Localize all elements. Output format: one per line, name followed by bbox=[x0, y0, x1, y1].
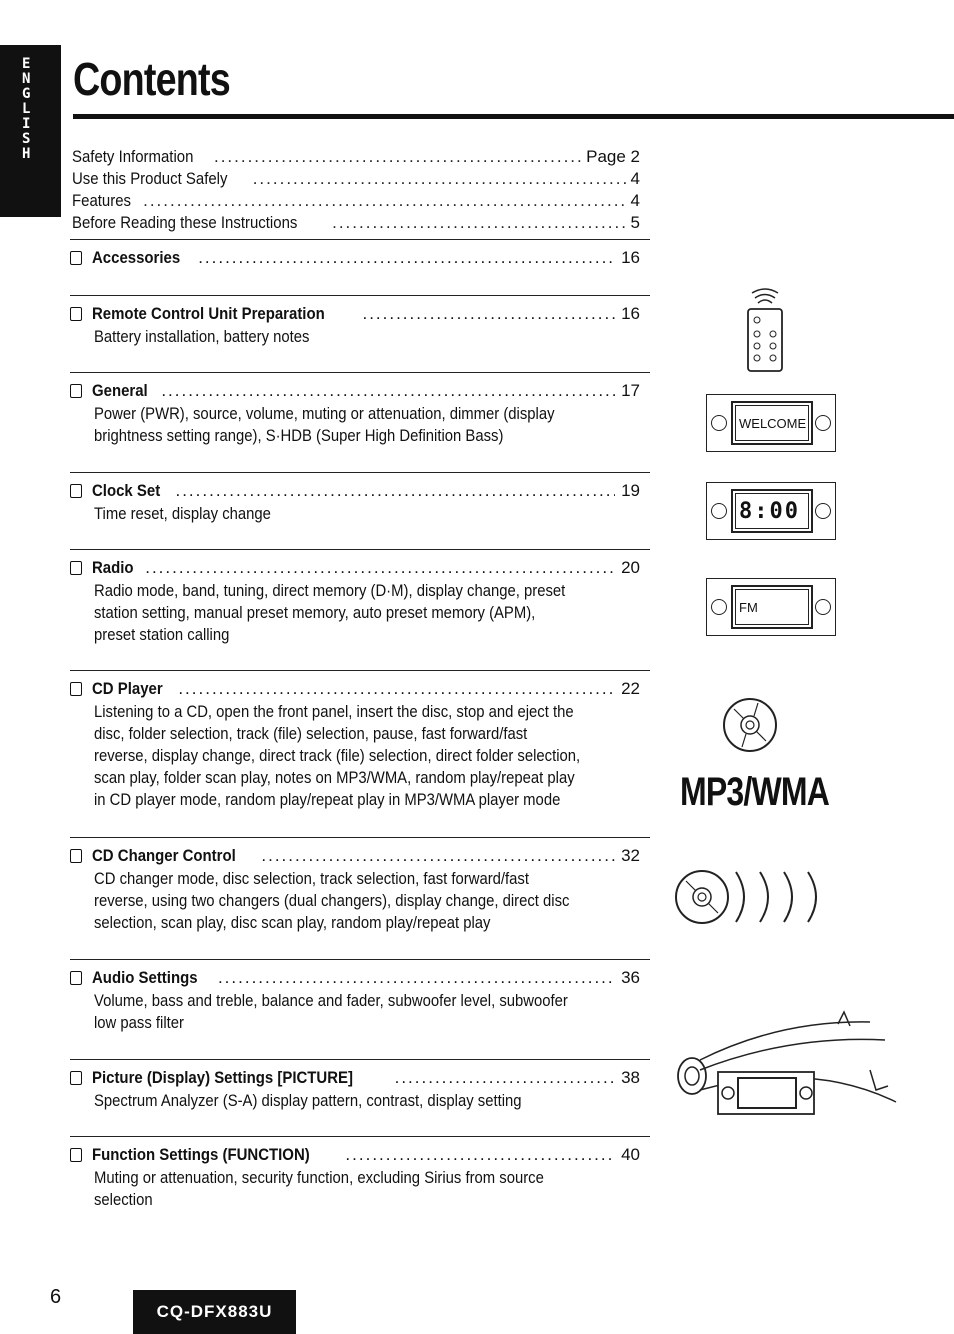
section-title: Picture (Display) Settings [PICTURE] bbox=[92, 1068, 354, 1087]
section-rule bbox=[70, 472, 650, 473]
language-letter: I bbox=[22, 116, 31, 132]
toc-page: 4 bbox=[630, 169, 640, 188]
section-rule bbox=[70, 670, 650, 671]
toc-label: Features bbox=[72, 191, 132, 210]
knob-icon bbox=[711, 599, 727, 615]
leader-dots bbox=[214, 146, 582, 168]
section-description: Volume, bass and treble, balance and fader, subwoofer level, subwoofer low pass filter bbox=[94, 992, 568, 1032]
leader-dots bbox=[345, 1144, 615, 1166]
section-page: 17 bbox=[621, 381, 640, 400]
language-letter: S bbox=[22, 131, 31, 147]
leader-dots bbox=[253, 168, 627, 190]
section-title: Radio bbox=[92, 558, 134, 577]
section-title: Accessories bbox=[92, 248, 181, 267]
leader-dots bbox=[143, 190, 626, 212]
section-title: Clock Set bbox=[92, 481, 161, 500]
knob-icon bbox=[815, 599, 831, 615]
section-description: Listening to a CD, open the front panel, insert the disc, stop and eject the disc, folder selection, track (file) selection, pause, fast forward/fast reverse, display change, direct track (file) selection, direct folder selection, scan play, folder scan play, notes on MP3/WMA, random play/repeat play in CD player mode, random play/repeat play in MP3/WMA player mode bbox=[94, 703, 581, 809]
clock-display bbox=[706, 482, 836, 540]
toc-page: 4 bbox=[630, 191, 640, 210]
title-rule bbox=[73, 114, 954, 119]
section-rule bbox=[70, 1136, 650, 1137]
leader-dots bbox=[261, 845, 615, 867]
section-page: 19 bbox=[621, 481, 640, 500]
section-page: 38 bbox=[621, 1068, 640, 1087]
section-rule bbox=[70, 239, 650, 240]
section-page: 40 bbox=[621, 1145, 640, 1164]
section-rule bbox=[70, 295, 650, 296]
display-screen: 8:00 bbox=[731, 489, 813, 533]
cd-disc-icon bbox=[720, 695, 780, 755]
section-page: 20 bbox=[621, 558, 640, 577]
section-description: Time reset, display change bbox=[94, 505, 271, 523]
language-letter: G bbox=[22, 86, 31, 102]
leader-dots bbox=[175, 480, 615, 502]
section-title: Remote Control Unit Preparation bbox=[92, 304, 325, 323]
checkbox-icon bbox=[70, 484, 82, 498]
checkbox-icon bbox=[70, 384, 82, 398]
section-description: Power (PWR), source, volume, muting or attenuation, dimmer (display brightness setting range), S·HDB (Super High Definition Bass) bbox=[94, 405, 555, 445]
section-rule bbox=[70, 959, 650, 960]
display-screen: FM bbox=[731, 585, 813, 629]
leader-dots bbox=[145, 557, 615, 579]
cd-changer-icon bbox=[672, 866, 832, 928]
fm-display bbox=[706, 578, 836, 636]
checkbox-icon bbox=[70, 561, 82, 575]
knob-icon bbox=[815, 503, 831, 519]
knob-icon bbox=[815, 415, 831, 431]
checkbox-icon bbox=[70, 307, 82, 321]
audio-unit-icon bbox=[670, 1010, 898, 1120]
leader-dots bbox=[161, 380, 615, 402]
toc-label: Use this Product Safely bbox=[72, 169, 228, 188]
section-description: Spectrum Analyzer (S-A) display pattern, contrast, display setting bbox=[94, 1092, 522, 1110]
section-description: Muting or attenuation, security function, excluding Sirius from source selection bbox=[94, 1169, 544, 1209]
welcome-display bbox=[706, 394, 836, 452]
section-description: CD changer mode, disc selection, track selection, fast forward/fast reverse, using two changers (dual changers), display change, direct disc selection, scan play, disc scan play, random play/repeat play bbox=[94, 870, 570, 932]
section-page: 16 bbox=[621, 304, 640, 323]
remote-control-icon bbox=[740, 285, 790, 375]
language-letter: N bbox=[22, 71, 31, 87]
language-letter: H bbox=[22, 146, 31, 162]
toc-entry[interactable] bbox=[72, 168, 640, 190]
toc-page: 5 bbox=[630, 213, 640, 232]
toc-entry[interactable] bbox=[72, 190, 640, 212]
section-rule bbox=[70, 549, 650, 550]
checkbox-icon bbox=[70, 1148, 82, 1162]
intro-list bbox=[72, 146, 640, 234]
leader-dots bbox=[218, 967, 615, 989]
page-number: 6 bbox=[50, 1286, 62, 1308]
section-title: CD Changer Control bbox=[92, 846, 236, 865]
toc-entry[interactable] bbox=[72, 212, 640, 234]
section-rule bbox=[70, 1059, 650, 1060]
section-page: 36 bbox=[621, 968, 640, 987]
section-description: Radio mode, band, tuning, direct memory (D·M), display change, preset station setting, manual preset memory, auto preset memory (APM), preset station calling bbox=[94, 582, 566, 644]
section-rule bbox=[70, 372, 650, 373]
leader-dots bbox=[362, 303, 615, 325]
leader-dots bbox=[178, 678, 615, 700]
toc-label: Safety Information bbox=[72, 147, 194, 166]
section-title: CD Player bbox=[92, 679, 163, 698]
section-page: 16 bbox=[621, 248, 640, 267]
section-title: General bbox=[92, 381, 148, 400]
checkbox-icon bbox=[70, 971, 82, 985]
language-letter: E bbox=[22, 56, 31, 72]
checkbox-icon bbox=[70, 849, 82, 863]
leader-dots bbox=[198, 247, 615, 269]
section-description: Battery installation, battery notes bbox=[94, 328, 310, 346]
checkbox-icon bbox=[70, 682, 82, 696]
checkbox-icon bbox=[70, 251, 82, 265]
toc-label: Before Reading these Instructions bbox=[72, 213, 298, 232]
leader-dots bbox=[332, 212, 626, 234]
display-screen: WELCOME bbox=[731, 401, 813, 445]
toc-entry[interactable] bbox=[72, 146, 640, 168]
knob-icon bbox=[711, 415, 727, 431]
knob-icon bbox=[711, 503, 727, 519]
mp3-wma-logo: MP3/WMA bbox=[680, 770, 830, 814]
language-tab bbox=[0, 45, 61, 217]
section-rule bbox=[70, 837, 650, 838]
section-page: 32 bbox=[621, 846, 640, 865]
section-title: Audio Settings bbox=[92, 968, 198, 987]
section-title: Function Settings (FUNCTION) bbox=[92, 1145, 310, 1164]
page-title: Contents bbox=[73, 53, 230, 105]
model-label: CQ-DFX883U bbox=[133, 1290, 296, 1334]
checkbox-icon bbox=[70, 1071, 82, 1085]
language-letter: L bbox=[22, 101, 31, 117]
toc-page: Page 2 bbox=[586, 147, 640, 166]
leader-dots bbox=[395, 1067, 615, 1089]
section-page: 22 bbox=[621, 679, 640, 698]
